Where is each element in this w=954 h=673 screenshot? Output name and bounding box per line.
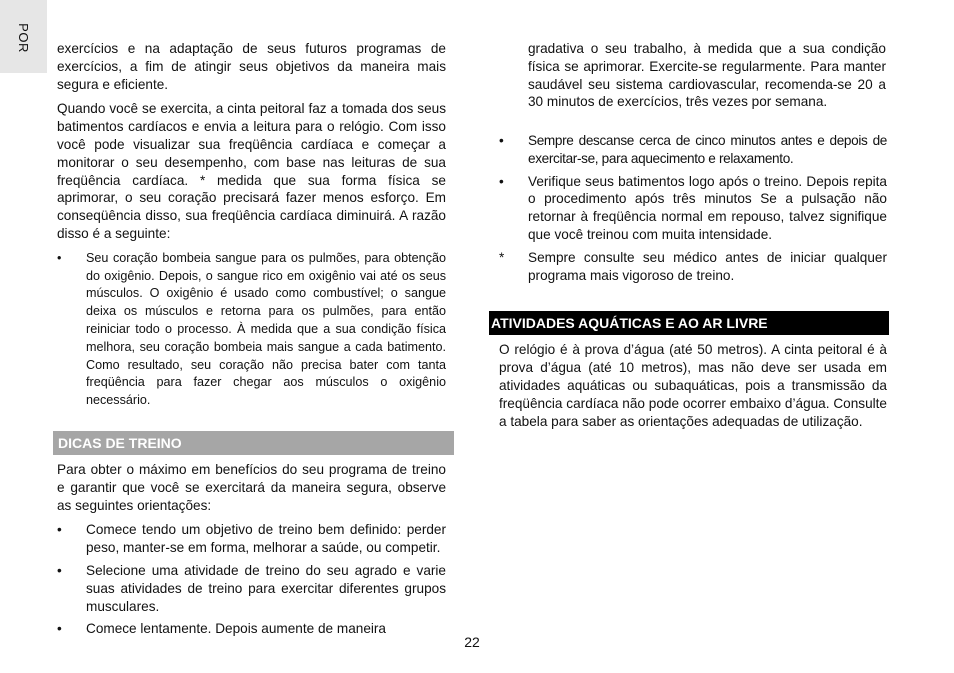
list-item-text: Verifique seus batimentos logo após o treino. Depois repita o procedimento após três minutos Se a pulsação não retornar à freqüência normal em repouso, talvez signifique que você treinou com muita intensidade. — [528, 173, 887, 242]
bullet-marker: • — [57, 562, 62, 578]
bullet-marker: • — [499, 173, 504, 189]
section-heading-training-tips: DICAS DE TREINO — [53, 431, 454, 455]
list-item-text: Comece lentamente. Depois aumente de maneira — [86, 621, 386, 637]
right-column-lists — [491, 132, 887, 437]
paragraph: Para obter o máximo em benefícios do seu programa de treino e garantir que você se exercitará da maneira segura, observe as seguintes orientações: — [57, 461, 446, 513]
bullet-marker: • — [57, 621, 62, 637]
list-item — [57, 521, 446, 557]
right-column — [528, 40, 886, 117]
list-item — [57, 250, 446, 410]
paragraph: Quando você se exercita, a cinta peitoral faz a tomada dos seus batimentos cardíacos e envia a leitura para o relógio. Com isso você pode visualizar sua freqüência cardíaca e começar a monitorar o seu desempenho, com base nas leituras de sua freqüência cardíaca. * medida que sua forma física se aprimorar, o seu coração precisará fazer menos esforço. Em conseqüência disso, sua freqüência cardíaca diminuirá. A razão disso é a seguinte: — [57, 101, 446, 241]
paragraph: O relógio é à prova d’água (até 50 metros). A cinta peitoral é à prova d’água (até 10 metros), mas não deve ser usada em atividades aquáticas ou subaquáticas, pois a transmissão da freqüência cardíaca não pode ocorrer embaixo d’água. Consulte a tabela para saber as orientações adequadas de utilização. — [499, 342, 887, 429]
bullet-marker: • — [57, 250, 62, 265]
list-item-continuation: gradativa o seu trabalho, à medida que a sua condição física se aprimorar. Exercite-se regularmente. Para manter saudável seu sistema cardiovascular, recomenda-se 20 a 30 minutos de exercícios, três vezes por semana. — [528, 41, 886, 110]
list-item — [499, 132, 887, 168]
tips-list — [57, 521, 446, 638]
bullet-marker: • — [499, 133, 504, 148]
language-tab — [0, 0, 47, 73]
list-item — [499, 173, 887, 244]
list-item-text: Comece tendo um objetivo de treino bem definido: perder peso, manter-se em forma, melhorar a saúde, ou competir. — [86, 522, 446, 556]
bullet-list — [57, 250, 446, 410]
list-item — [499, 249, 887, 285]
list-item-text: Sempre consulte seu médico antes de iniciar qualquer programa mais vigoroso de treino. — [528, 249, 887, 283]
left-column — [57, 40, 446, 643]
tips-list — [499, 132, 887, 284]
asterisk-marker: * — [499, 249, 505, 265]
language-tab-label: POR — [15, 23, 31, 53]
list-item-text: Seu coração bombeia sangue para os pulmões, para obtenção do oxigênio. Depois, o sangue rico em oxigênio vai até os seus músculos. O oxigênio é usado como combustível; o sangue deixa os músculos e retorna para os pulmões, para então reiniciar todo o processo. À medida que a sua condição física melhora, seu coração bombeia mais sangue a cada batimento. Como resultado, seu coração não precisa bater com tanta freqüência para fazer chegar aos músculos o oxigênio necessário. — [86, 250, 446, 408]
paragraph: exercícios e na adaptação de seus futuros programas de exercícios, a fim de atingir seus objetivos da maneira mais segura e eficiente. — [57, 41, 446, 92]
bullet-marker: • — [57, 522, 62, 538]
list-item — [57, 562, 446, 615]
page-number: 22 — [464, 634, 480, 650]
section-heading-water-activities: ATIVIDADES AQUÁTICAS E AO AR LIVRE — [489, 311, 889, 335]
list-item-text: Sempre descanse cerca de cinco minutos antes e depois de exercitar-se, para aquecimento e relaxamento. — [528, 133, 887, 166]
list-item-text: Selecione uma atividade de treino do seu agrado e varie suas atividades de treino para exercitar diferentes grupos musculares. — [86, 562, 446, 614]
